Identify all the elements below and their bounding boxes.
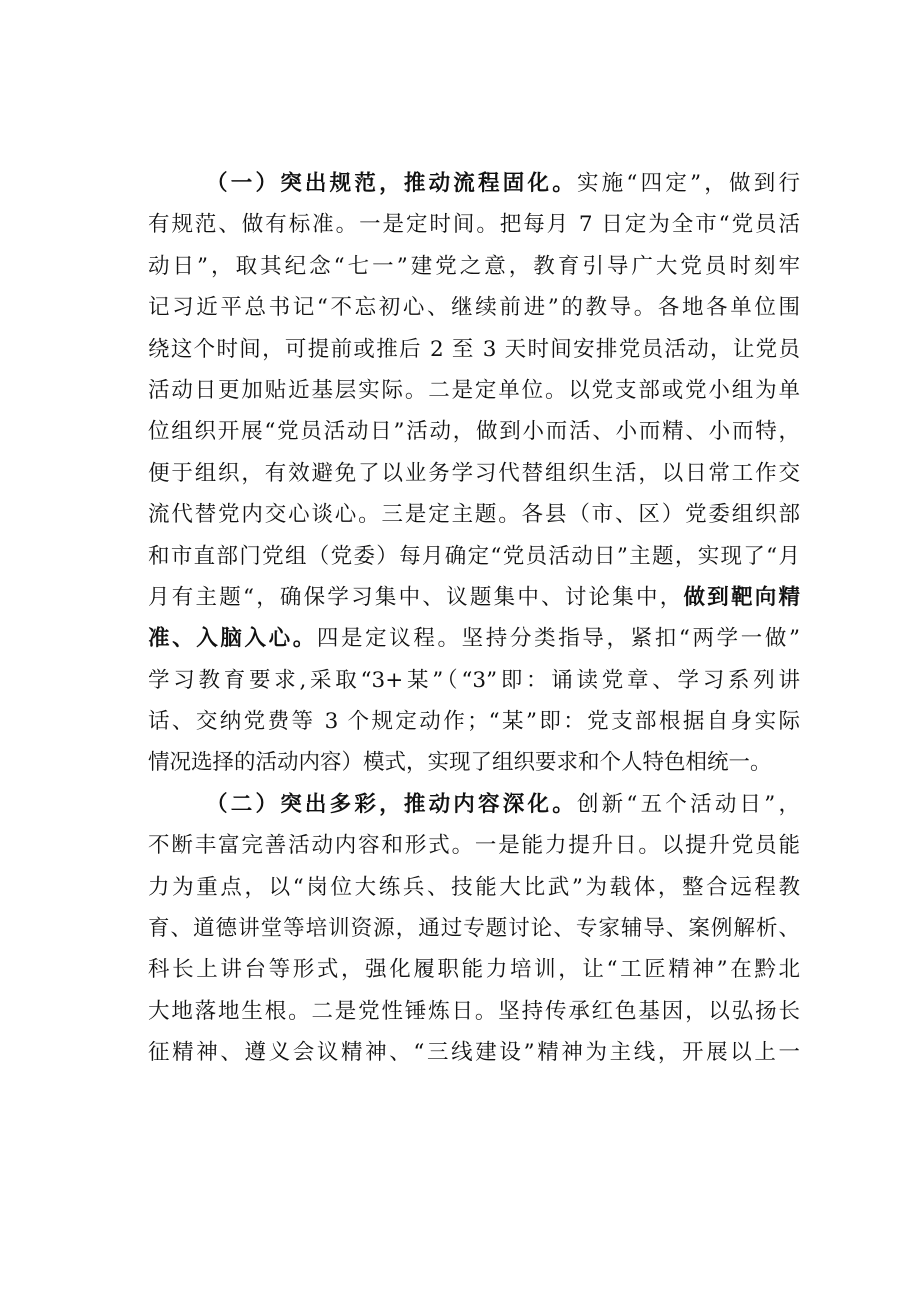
text-line: 绕这个时间，可提前或推后 2 至 3 天时间安排党员活动，让党员 xyxy=(148,336,800,362)
heading-bold-text: （一）突出规范，推动流程固化。 xyxy=(206,171,577,196)
body-text: 四是定议程。坚持分类指导，紧扣“两学一做” xyxy=(316,626,800,652)
body-text: 月有主题“，确保学习集中、议题集中、讨论集中， xyxy=(148,584,684,610)
text-line: 话、交纳党费等 3 个规定动作；“某”即：党支部根据自身实际 xyxy=(148,709,800,735)
body-text: 实施“四定”，做到行 xyxy=(576,171,800,196)
text-line: 征精神、遵义会议精神、“三线建设”精神为主线，开展以上一 xyxy=(148,1040,800,1066)
text-line: 有规范、做有标准。一是定时间。把每月 7 日定为全市“党员活 xyxy=(148,212,800,238)
text-line: 活动日更加贴近基层实际。二是定单位。以党支部或党小组为单 xyxy=(148,377,800,403)
text-line: 动日”，取其纪念“七一”建党之意，教育引导广大党员时刻牢 xyxy=(148,253,800,279)
text-line: 便于组织，有效避免了以业务学习代替组织生活，以日常工作交 xyxy=(148,460,800,486)
heading-bold-text: （二）突出多彩，推动内容深化。 xyxy=(206,791,577,817)
paragraph-1 xyxy=(148,163,800,784)
text-line: 位组织开展“党员活动日”活动，做到小而活、小而精、小而特， xyxy=(148,419,800,445)
text-line: 大地落地生根。二是党性锤炼日。坚持传承红色基因，以弘扬长 xyxy=(148,998,800,1024)
text-line: 学习教育要求,采取“3+某”（“3”即：诵读党章、学习系列讲 xyxy=(148,667,800,693)
document-body xyxy=(148,163,800,1074)
bold-text: 做到靶向精 xyxy=(683,584,800,610)
text-line: 流代替党内交心谈心。三是定主题。各县（市、区）党委组织部 xyxy=(148,502,800,528)
text-line xyxy=(148,618,800,659)
text-line: 不断丰富完善活动内容和形式。一是能力提升日。以提升党员能 xyxy=(148,833,800,859)
text-line xyxy=(148,784,800,825)
body-text: 创新“五个活动日”， xyxy=(576,791,800,817)
text-line: 记习近平总书记“不忘初心、继续前进”的教导。各地各单位围 xyxy=(148,295,800,321)
bold-text: 准、入脑入心。 xyxy=(148,626,317,652)
text-line: 力为重点，以“岗位大练兵、技能大比武”为载体，整合远程教 xyxy=(148,874,800,900)
text-line: 情况选择的活动内容）模式，实现了组织要求和个人特色相统一。 xyxy=(148,750,772,776)
paragraph-2 xyxy=(148,784,800,1074)
text-line xyxy=(148,577,800,618)
text-line xyxy=(148,163,800,204)
text-line: 和市直部门党组（党委）每月确定“党员活动日”主题，实现了“月 xyxy=(148,543,800,569)
text-line: 科长上讲台等形式，强化履职能力培训，让“工匠精神”在黔北 xyxy=(148,957,800,983)
text-line: 育、道德讲堂等培训资源，通过专题讨论、专家辅导、案例解析、 xyxy=(148,916,800,942)
